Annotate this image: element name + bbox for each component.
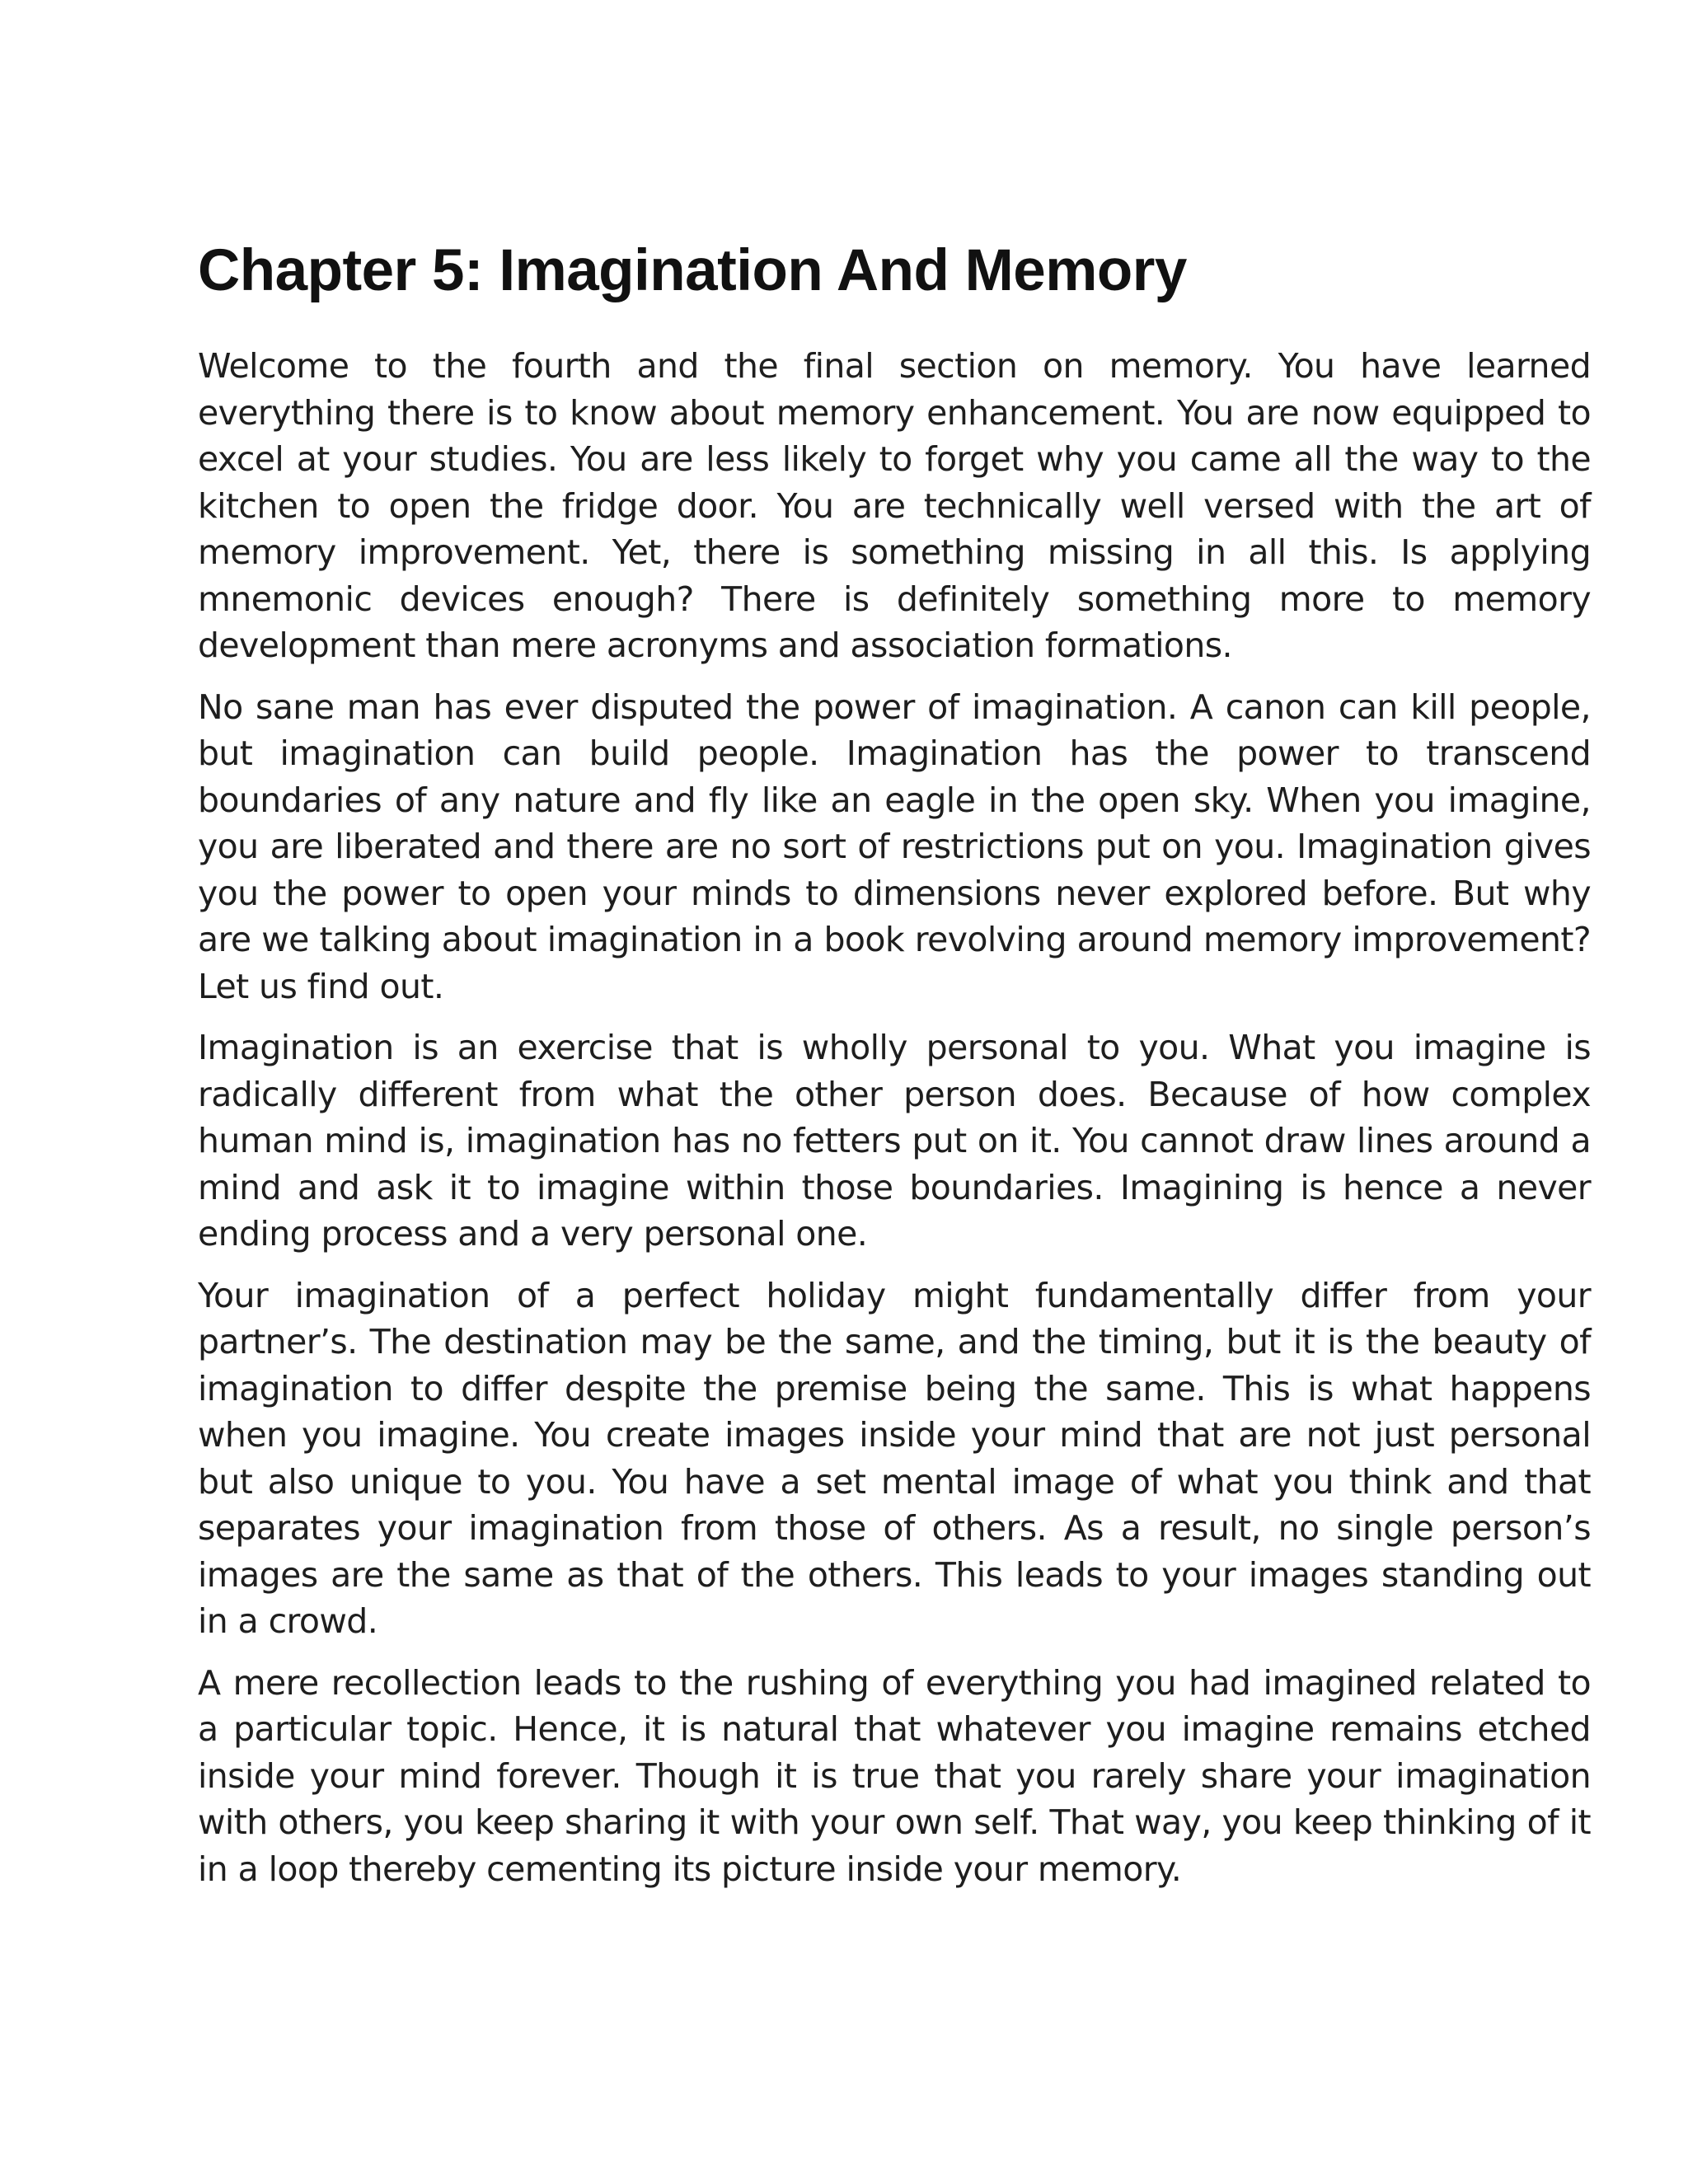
paragraph-4: Your imagination of a perfect holiday might fundamentally differ from your partner’s. The destination may be the same, and the timing, but it is the beauty of imagination to differ despite the premise being the same. This is what happens when you imagine. You create images inside your mind that are not just personal but also unique to you. You have a set mental image of what you think and that separates your imagination from those of others. As a result, no single person’s images are the same as that of the others. This leads to your images standing out in a crowd. — [198, 1275, 1591, 1642]
paragraph-3: Imagination is an exercise that is wholly personal to you. What you imagine is radically different from what the other person does. Because of how complex human mind is, imagination has no fetters put on it. You cannot draw lines around a mind and ask it to imagine within those boundaries. Imagining is hence a never ending process and a very personal one. — [198, 1028, 1591, 1254]
paragraph-2: No sane man has ever disputed the power of imagination. A canon can kill people, but imagination can build people. Imagination has the power to transcend boundaries of any nature and fly like an eagle in the open sky. When you imagine, you are liberated and there are no sort of restrictions put on you. Imagination gives you the power to open your minds to dimensions never explored before. But why are we talking about imagination in a book revolving around memory improvement? Let us find out. — [198, 687, 1591, 1006]
paragraph-5: A mere recollection leads to the rushing of everything you had imagined related to a particular topic. Hence, it is natural that whatever you imagine remains etched inside your mind forever. Though it is true that you rarely share your imagination with others, you keep sharing it with your own self. That way, you keep thinking of it in a loop thereby cementing its picture inside your memory. — [198, 1662, 1591, 1889]
paragraph-1: Welcome to the fourth and the final section on memory. You have learned everything there is to know about memory enhancement. You are now equipped to excel at your studies. You are less likely to forget why you came all the way to the kitchen to open the fridge door. You are technically well versed with the art of memory improvement. Yet, there is something missing in all this. Is applying mnemonic devices enough? There is definitely something more to memory development than mere acronyms and association formations. — [198, 346, 1591, 666]
chapter-title: Chapter 5: Imagination And Memory — [198, 238, 1187, 303]
chapter-content — [198, 239, 1591, 1907]
